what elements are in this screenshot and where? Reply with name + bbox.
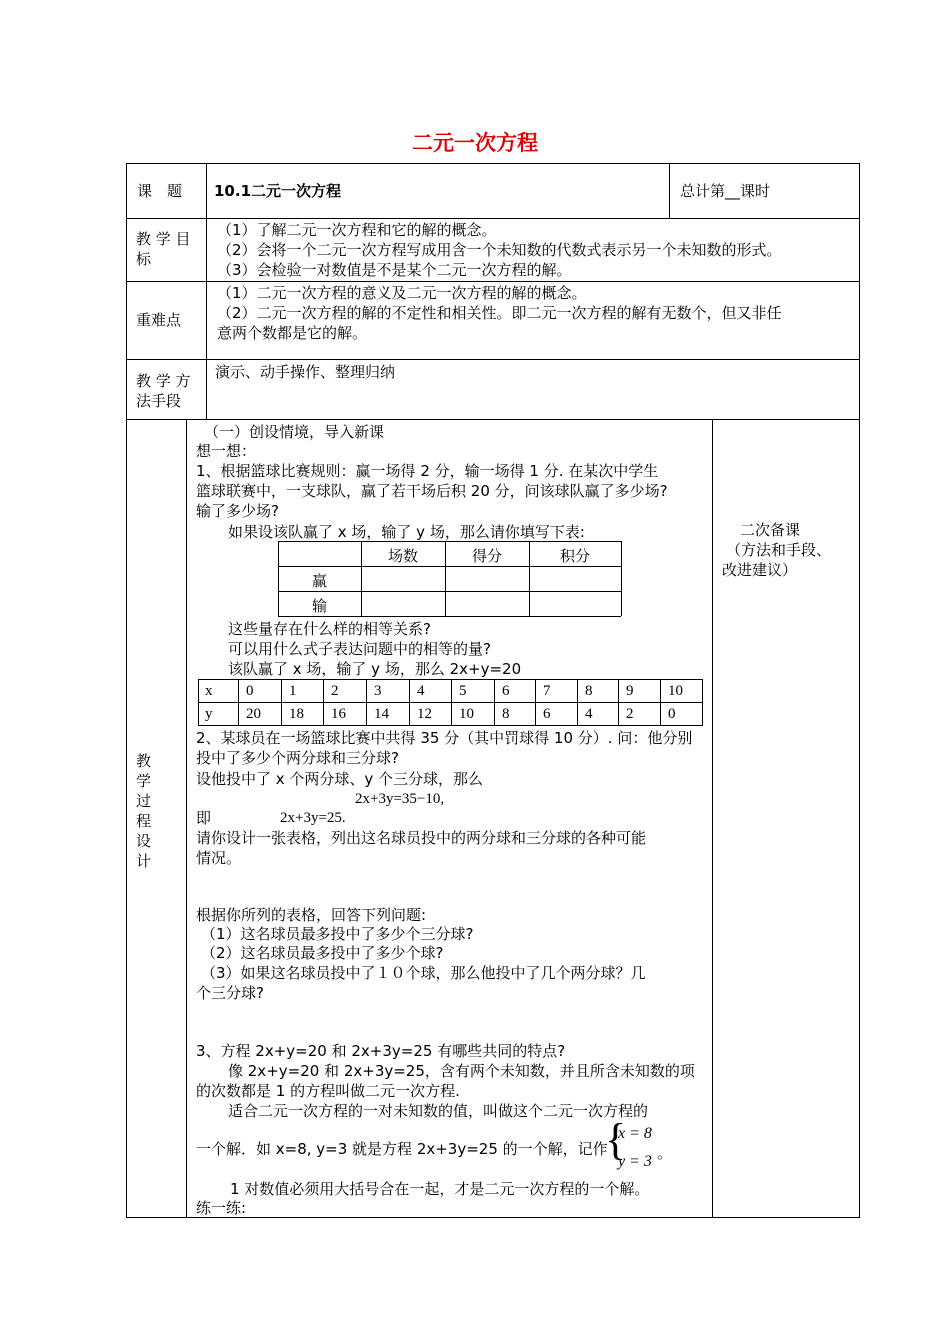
side-note: （方法和手段、: [726, 541, 832, 559]
question-item: （2）这名球员最多投中了多少个球?: [201, 944, 444, 962]
methods-label-1: 教 学 方: [136, 372, 191, 390]
left-brace-icon: {: [605, 1115, 627, 1164]
xy-cell: y: [205, 706, 213, 722]
text-line: 输了多少场?: [196, 502, 279, 520]
text-line: 。: [657, 1144, 673, 1162]
text-line: 根据你所列的表格，回答下列问题:: [196, 906, 427, 924]
xy-cell: 0: [246, 683, 254, 699]
methods-label-2: 法手段: [136, 392, 182, 410]
xy-cell: 3: [374, 683, 382, 699]
process-label-char: 计: [136, 852, 152, 870]
score-header: 积分: [559, 547, 590, 565]
xy-cell: 10: [668, 683, 683, 699]
text-line: 像 2x+y=20 和 2x+3y=25，含有两个未知数，并且所含未知数的项: [228, 1062, 695, 1080]
text-line: 这些量存在什么样的相等关系?: [228, 620, 431, 638]
topic-label: 课 题: [137, 182, 183, 200]
goal-item: （2）会将一个二元一次方程写成用含一个未知数的代数式表示另一个未知数的形式。: [217, 241, 782, 259]
xy-cell: 2: [626, 706, 634, 722]
process-label-char: 过: [136, 792, 152, 810]
xy-cell: 20: [246, 706, 261, 722]
process-label-char: 程: [136, 812, 152, 830]
xy-cell: 16: [331, 706, 346, 722]
score-header: 得分: [471, 547, 502, 565]
goals-label-2: 标: [136, 250, 152, 268]
xy-cell: x: [205, 683, 213, 699]
text-line: 请你设计一张表格，列出这名球员投中的两分球和三分球的各种可能: [196, 829, 647, 847]
text-line: 篮球联赛中，一支球队，赢了若干场后积 20 分，问该球队赢了多少场?: [196, 482, 668, 500]
text-line: 适合二元一次方程的一对未知数的值，叫做这个二元一次方程的: [228, 1102, 649, 1120]
text-line: 3、方程 2x+y=20 和 2x+3y=25 有哪些共同的特点?: [196, 1042, 566, 1060]
equation: 2x+3y=35−10,: [355, 791, 445, 807]
page-title: 二元一次方程: [412, 131, 538, 155]
practice-heading: 练一练:: [196, 1199, 247, 1217]
xy-cell: 10: [459, 706, 474, 722]
goal-item: （3）会检验一对数值是不是某个二元一次方程的解。: [217, 261, 572, 279]
key-point-item: （1）二元一次方程的意义及二元一次方程的解的概念。: [217, 284, 587, 302]
xy-cell: 8: [585, 683, 593, 699]
equation: 2x+3y=25.: [280, 810, 346, 826]
score-row-label: 赢: [311, 572, 327, 590]
text-line: 一个解．如 x=8, y=3 就是方程 2x+3y=25 的一个解，记作: [196, 1140, 608, 1158]
xy-cell: 6: [543, 706, 551, 722]
system-eq: x = 8: [618, 1125, 652, 1142]
question-item: （3）如果这名球员投中了１０个球，那么他投中了几个两分球？几: [201, 964, 646, 982]
text-line: 2、某球员在一场篮球比赛中共得 35 分（其中罚球得 10 分）. 问：他分别: [196, 729, 693, 747]
text-line: 该队赢了 x 场，输了 y 场，那么 2x+y=20: [228, 660, 522, 678]
text-line: 如果设该队赢了 x 场，输了 y 场，那么请你填写下表:: [228, 523, 585, 541]
process-label-char: 学: [136, 772, 152, 790]
xy-cell: 9: [626, 683, 634, 699]
text-line: 想一想：: [196, 442, 257, 460]
system-eq: y = 3: [618, 1153, 652, 1170]
text-line: 的次数都是 1 的方程叫做二元一次方程.: [196, 1082, 460, 1100]
goals-label-1: 教 学 目: [136, 230, 191, 248]
text-line: 1 对数值必须用大括号合在一起，才是二元一次方程的一个解。: [230, 1180, 650, 1198]
score-header: 场数: [387, 547, 418, 565]
side-note: 改进建议）: [722, 561, 798, 579]
xy-cell: 14: [374, 706, 389, 722]
xy-cell: 5: [459, 683, 467, 699]
total-lessons: 总计第__课时: [680, 182, 771, 200]
goal-item: （1）了解二元一次方程和它的解的概念。: [217, 221, 497, 239]
text-line: 1、根据篮球比赛规则：赢一场得 2 分，输一场得 1 分. 在某次中学生: [196, 462, 659, 480]
xy-cell: 7: [543, 683, 551, 699]
question-item: （1）这名球员最多投中了多少个三分球?: [201, 925, 474, 943]
process-label-char: 教: [136, 752, 152, 770]
xy-cell: 8: [502, 706, 510, 722]
question-item: 个三分球?: [196, 984, 264, 1002]
key-point-item: （2）二元一次方程的解的不定性和相关性。即二元一次方程的解有无数个，但又非任: [217, 304, 782, 322]
xy-cell: 4: [417, 683, 425, 699]
topic-value: 10.1二元一次方程: [214, 182, 342, 200]
side-note: 二次备课: [740, 521, 801, 539]
key-point-item: 意两个数都是它的解。: [217, 324, 368, 342]
xy-cell: 6: [502, 683, 510, 699]
text-line: 设他投中了 x 个两分球、y 个三分球，那么: [196, 770, 484, 788]
section-heading: （一）创设情境，导入新课: [204, 423, 385, 441]
xy-cell: 0: [668, 706, 676, 722]
process-label-char: 设: [136, 832, 152, 850]
xy-cell: 1: [289, 683, 297, 699]
key-points-label: 重难点: [136, 311, 182, 329]
score-row-label: 输: [311, 597, 327, 615]
xy-cell: 18: [289, 706, 304, 722]
xy-cell: 12: [417, 706, 432, 722]
xy-cell: 2: [331, 683, 339, 699]
text-line: 即: [196, 809, 212, 827]
text-line: 情况。: [196, 849, 242, 867]
xy-cell: 4: [585, 706, 593, 722]
methods-value: 演示、动手操作、整理归纳: [215, 363, 396, 381]
text-line: 投中了多少个两分球和三分球?: [196, 749, 399, 767]
text-line: 可以用什么式子表达问题中的相等的量?: [228, 640, 491, 658]
